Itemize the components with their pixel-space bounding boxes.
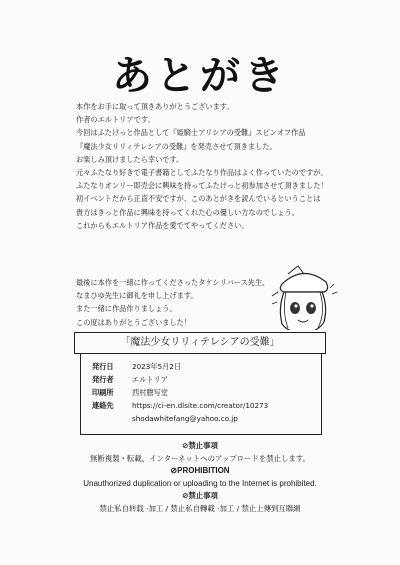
colophon-value: https://ci-en.dlsite.com/creator/10273 (132, 401, 269, 410)
thanks-line: また一緒に作品作りましょう。 (76, 304, 177, 314)
notice-heading-jp: 禁止事項 (188, 441, 218, 450)
body-line: 今回はふたけっと作品として『姫騎士アリシアの受難』スピンオフ作品 (76, 128, 306, 138)
colophon-title: 「魔法少女リリィテレシアの受難」 (74, 332, 326, 354)
notice-heading-zh: 禁止事項 (188, 491, 218, 500)
notice-text-zh: 禁止私自转载 ·加工 / 禁止私自轉載 ·加工 / 禁止上傳到互聯網 (99, 503, 301, 513)
colophon-key: 発行者 (92, 375, 114, 384)
body-line: 『魔法少女リリィテレシアの受難』を発売させて頂きました。 (76, 141, 277, 151)
colophon-rows (92, 360, 268, 425)
colophon-key (92, 412, 122, 425)
body-line: これからもエルトリア作品を愛でてやってください。 (76, 220, 249, 230)
colophon-row (92, 373, 268, 386)
afterword-body (76, 100, 396, 232)
prohibition-notice (0, 440, 400, 515)
body-line: 元々ふたなり好きで電子書籍としてふたなり作品はよく作っていたのですが、 (76, 168, 328, 178)
page-title: あとがき (112, 52, 288, 99)
colophon-value: エルトリア (132, 375, 168, 384)
colophon-key: 印刷所 (92, 388, 114, 397)
colophon-row (92, 360, 268, 373)
thanks-line: この度はありがとうございました！ (76, 317, 192, 327)
colophon-row (92, 386, 268, 399)
notice-heading-en: PROHIBITION (177, 466, 230, 475)
thanks-line: 最後に本作を一緒に作ってくださったタケシリバース先生、 (76, 278, 270, 287)
colophon-key: 連絡先 (92, 401, 114, 410)
colophon-row (92, 399, 268, 412)
colophon-value: 西村謄写堂 (132, 388, 168, 397)
body-line: お楽しみ頂けましたら幸いです。 (76, 154, 184, 164)
thanks-line: なまひゆ先生に御礼を申し上げます。 (76, 291, 198, 301)
notice-text-jp: 無断複製・転載、インターネットへのアップロードを禁止します。 (90, 453, 310, 463)
colophon-key: 発行日 (92, 362, 114, 371)
prohibited-icon: ⊘ (170, 466, 178, 475)
body-line: ふたなりオンリー即売会に興味を持ってふたけっと初参加させて頂きました！ (76, 181, 328, 191)
prohibited-icon: ⊘ (182, 441, 189, 450)
colophon-value: shodawhitefang@yahoo.co.jp (132, 414, 238, 423)
body-line: 本作をお手に取って頂きありがとうございます。 (76, 102, 234, 111)
colophon-value: 2023年5月2日 (132, 362, 182, 371)
body-line: 初イベントだから正直不安ですが、このあとがきを読んでいるということは (76, 194, 321, 204)
body-line: 作者のエルトリアです。 (76, 115, 155, 125)
colophon-row (92, 412, 268, 425)
body-line: 貴方はきっと作品に興味を持ってくれた心の優しい方なのでしょう。 (76, 207, 299, 217)
notice-text-en: Unauthorized duplication or uploading to the Internet is prohibited. (83, 478, 317, 488)
prohibited-icon: ⊘ (182, 491, 189, 500)
